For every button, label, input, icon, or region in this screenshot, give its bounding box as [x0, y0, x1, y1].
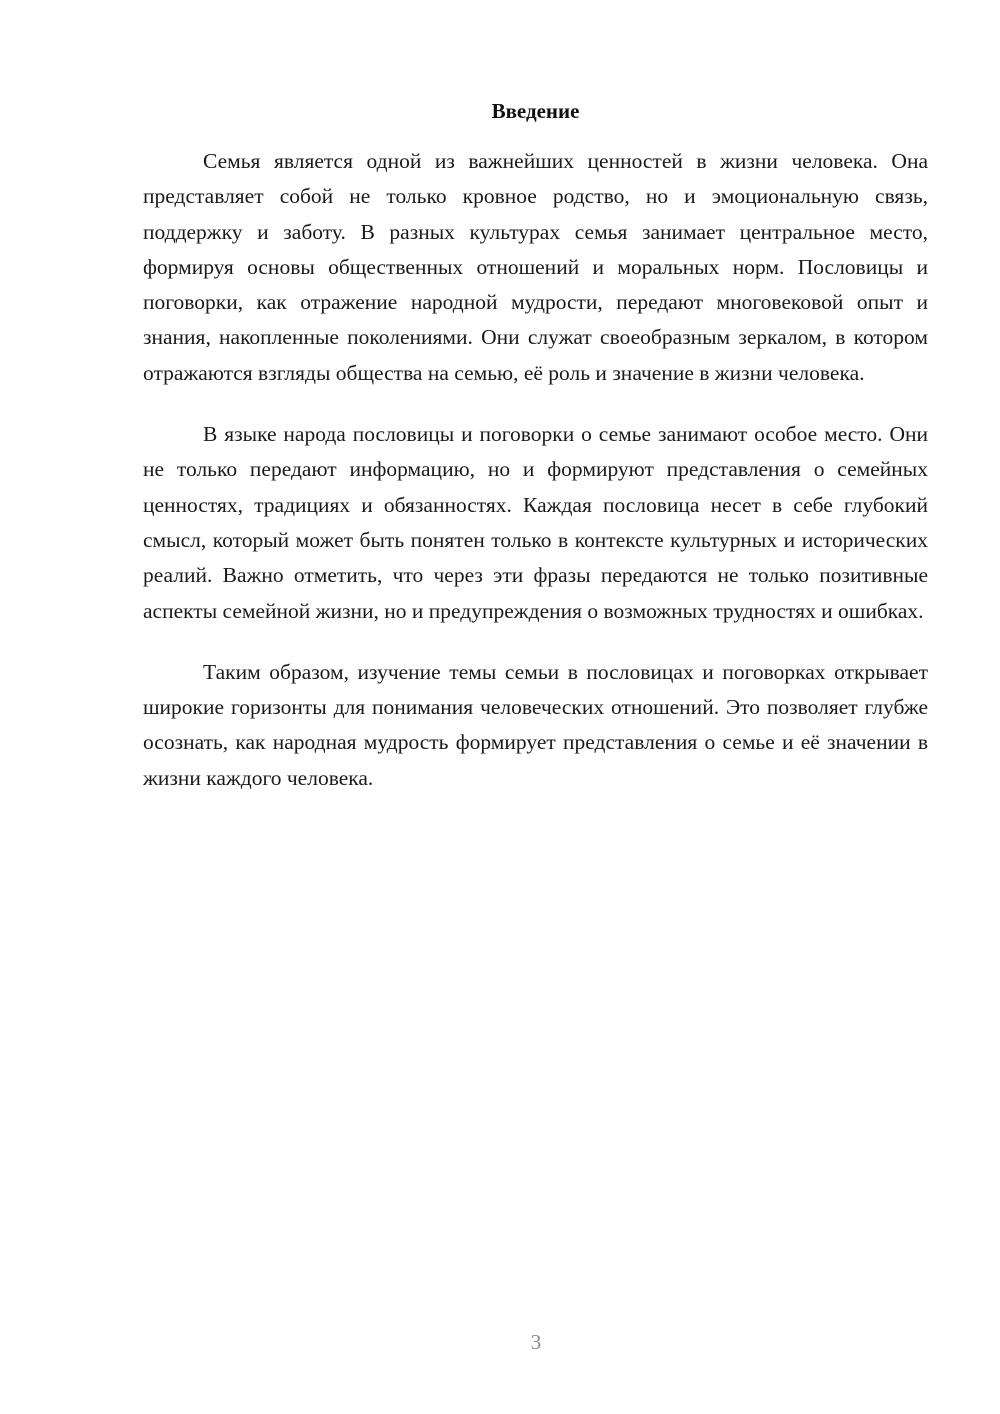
page-content [143, 96, 928, 822]
paragraph-3: Таким образом, изучение темы семьи в пословицах и поговорках открывает широкие горизонты для понимания человеческих отношений. Это позволяет глубже осознать, как народная мудрость формирует представления о семье и её значении в жизни каждого человека. [143, 659, 928, 790]
paragraph-2: В языке народа пословицы и поговорки о семье занимают особое место. Они не только передают информацию, но и формируют представления о семейных ценностях, традициях и обязанностях. Каждая пословица несет в себе глубокий смысл, который может быть понятен только в контексте культурных и исторических реалий. Важно отметить, что через эти фразы передаются не только позитивные аспекты семейной жизни, но и предупреждения о возможных трудностях и ошибках. [143, 422, 928, 623]
page-number: 3 [530, 1330, 542, 1354]
section-heading: Введение [491, 99, 580, 123]
paragraph-1: Семья является одной из важнейших ценностей в жизни человека. Она представляет собой не только кровное родство, но и эмоциональную связь, поддержку и заботу. В разных культурах семья занимает центральное место, формируя основы общественных отношений и моральных норм. Пословицы и поговорки, как отражение народной мудрости, передают многовековой опыт и знания, накопленные поколениями. Они служат своеобразным зеркалом, в котором отражаются взгляды общества на семью, её роль и значение в жизни человека. [143, 149, 928, 385]
